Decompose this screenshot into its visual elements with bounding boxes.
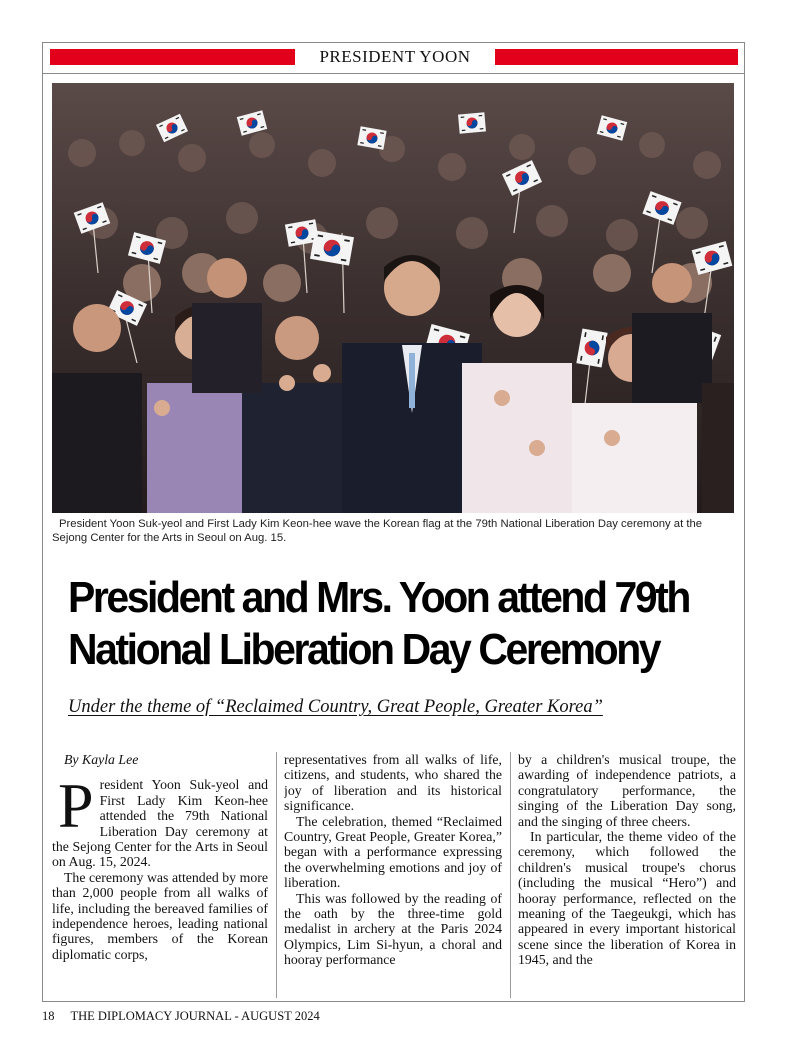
paragraph: In particular, the theme video of the ceremony, which followed the children's musical troupe's chorus (including the musical “Hero”) and hooray performance, reflected on the meaning of the Taegeukgi, which has appeared in every important historical scene since the liberation of Korea in 1945, and the xyxy=(518,829,736,968)
page-footer xyxy=(42,1008,542,1024)
photo-caption: President Yoon Suk-yeol and First Lady Kim Keon-hee wave the Korean flag at the 79th National Liberation Day ceremony at the Sejong Center for the Arts in Seoul on Aug. 15. xyxy=(52,518,703,544)
paragraph xyxy=(52,770,268,870)
headline-line-2: National Liberation Day Ceremony xyxy=(68,625,660,674)
photo-crowd-flags-icon xyxy=(52,83,734,513)
column-divider xyxy=(510,752,511,998)
section-header xyxy=(50,46,738,68)
article-subhead: Under the theme of “Reclaimed Country, Great People, Greater Korea” xyxy=(68,697,603,717)
byline: By Kayla Lee xyxy=(64,752,139,767)
paragraph: This was followed by the reading of the oath by the three-time gold medalist in archery at the Paris 2024 Olympics, Lim Si-hyun, a choral and hooray performance xyxy=(284,890,502,968)
paragraph: The celebration, themed “Reclaimed Country, Great People, Greater Korea,” began with a performance expressing the overwhelming emotions and joy of liberation. xyxy=(284,813,502,891)
paragraph: by a children's musical troupe, the awarding of independence patriots, a congratulatory performance, the singing of the Liberation Day song, and the singing of three cheers. xyxy=(518,752,736,829)
headline-line-1: President and Mrs. Yoon attend 79th xyxy=(68,573,689,622)
article-headline xyxy=(68,572,700,676)
paragraph: The ceremony was attended by more than 2,000 people from all walks of life, including the bereaved families of independence heroes, leading national figures, members of the Korean diplomatic corps, xyxy=(52,869,268,962)
article-column-3 xyxy=(518,752,736,998)
paragraph: representatives from all walks of life, citizens, and students, who shared the joy of liberation and its historical significance. xyxy=(284,752,502,814)
section-red-bar-right xyxy=(495,49,738,65)
article-column-1 xyxy=(52,752,268,998)
drop-cap: P xyxy=(58,770,94,842)
publication-name: THE DIPLOMACY JOURNAL - AUGUST 2024 xyxy=(70,1009,320,1023)
article-photo xyxy=(52,83,734,513)
page-number: 18 xyxy=(42,1009,55,1023)
section-red-bar-left xyxy=(50,49,295,65)
section-label: PRESIDENT YOON xyxy=(319,47,471,66)
section-divider xyxy=(42,73,745,74)
paragraph-text: resident Yoon Suk-yeol and First Lady Kim Keon-hee attended the 79th National Liberation Day ceremony at the Sejong Center for the Arts in Seoul on Aug. 15, 2024. xyxy=(52,777,268,870)
column-divider xyxy=(276,752,277,998)
article-column-2 xyxy=(284,752,502,998)
